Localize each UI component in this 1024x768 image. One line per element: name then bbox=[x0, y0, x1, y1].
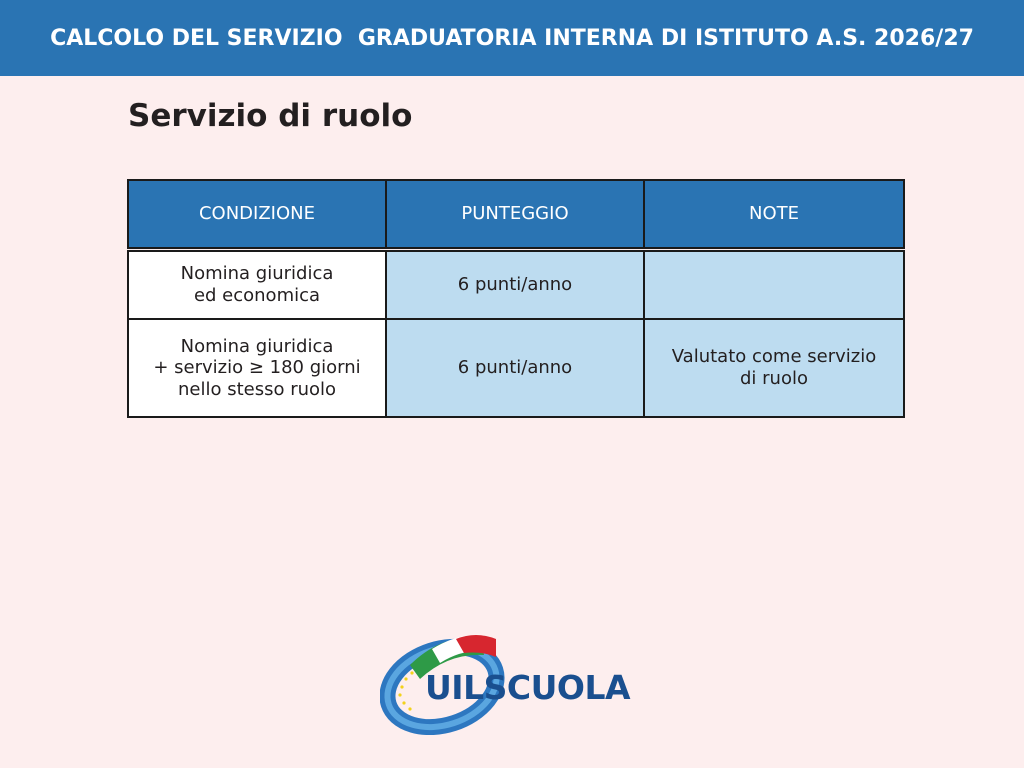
section-title: Servizio di ruolo bbox=[128, 98, 413, 134]
table-header-row bbox=[127, 179, 905, 249]
header-title: CALCOLO DEL SERVIZIO GRADUATORIA INTERNA DI ISTITUTO A.S. 2026/27 bbox=[50, 25, 974, 51]
cell-condizione: Nomina giuridica ed economica bbox=[127, 250, 387, 320]
column-header-note: NOTE bbox=[643, 179, 905, 249]
score-table bbox=[127, 179, 905, 418]
header-banner bbox=[0, 0, 1024, 76]
table-row bbox=[127, 252, 905, 320]
column-header-condizione: CONDIZIONE bbox=[127, 179, 387, 249]
cell-note bbox=[643, 250, 905, 320]
cell-note: Valutato come servizio di ruolo bbox=[643, 318, 905, 418]
cell-condizione: Nomina giuridica + servizio ≥ 180 giorni nello stesso ruolo bbox=[127, 318, 387, 418]
table-row bbox=[127, 320, 905, 418]
logo-text: UILSCUOLA bbox=[425, 668, 631, 707]
cell-punteggio: 6 punti/anno bbox=[385, 250, 645, 320]
column-header-punteggio: PUNTEGGIO bbox=[385, 179, 645, 249]
cell-punteggio: 6 punti/anno bbox=[385, 318, 645, 418]
